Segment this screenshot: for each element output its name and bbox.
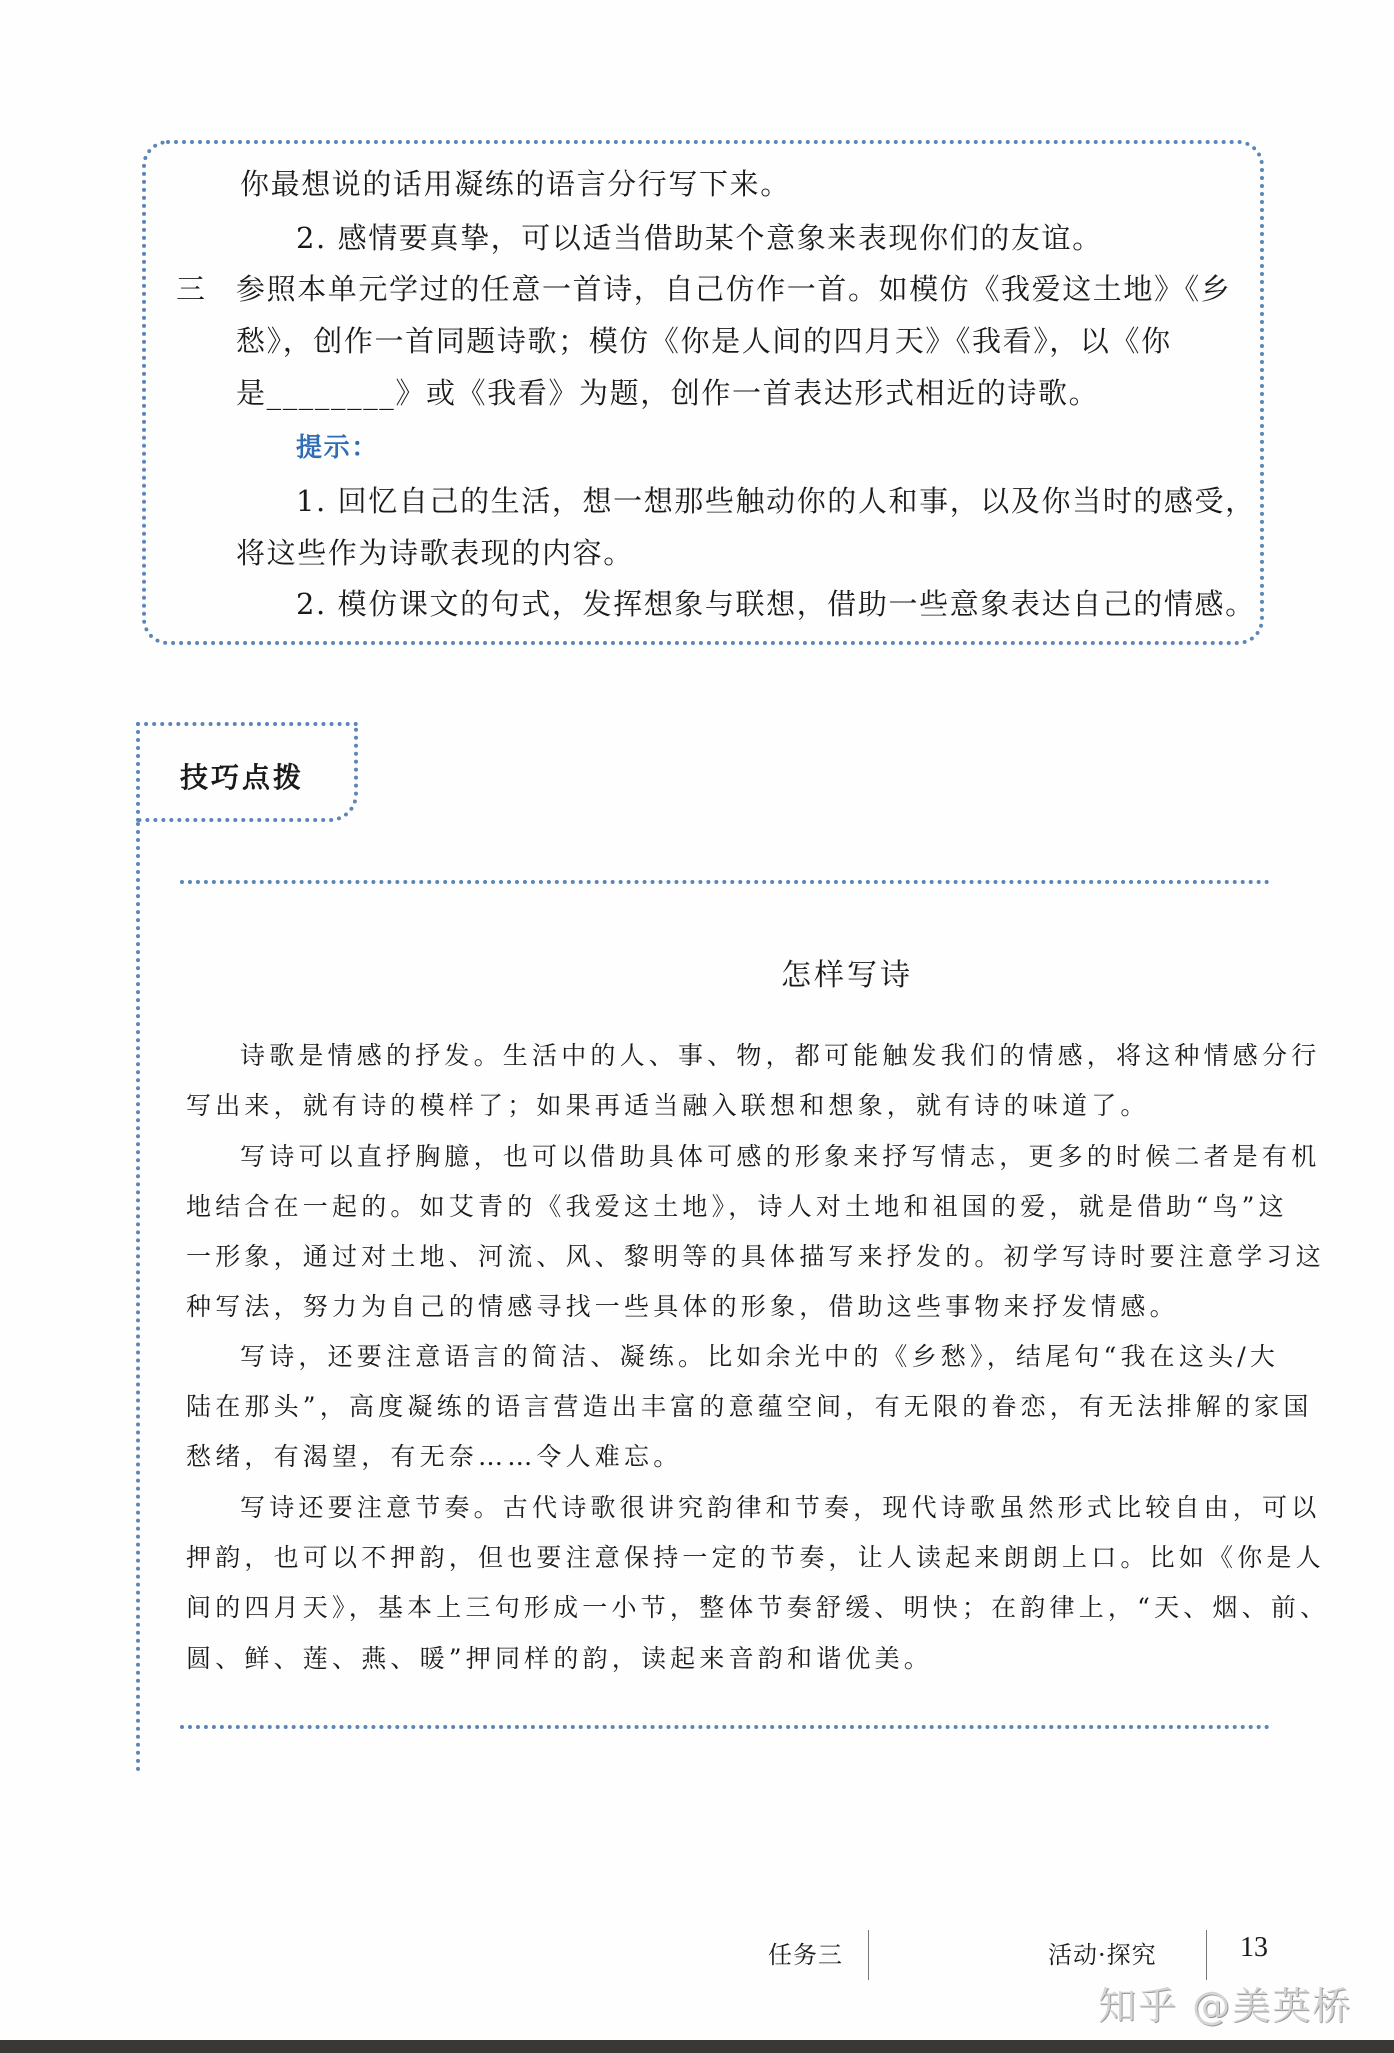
- paragraph-line: 间的四月天》，基本上三句形成一小节，整体节奏舒缓、明快；在韵律上，“天、烟、前、: [186, 1593, 1330, 1622]
- watermark: 知乎 @美英桥: [1098, 1984, 1353, 2028]
- paragraph-line: 一形象，通过对土地、河流、风、黎明等的具体描写来抒发的。初学写诗时要注意学习这: [186, 1242, 1325, 1271]
- task-line: 参照本单元学过的任意一首诗，自己仿作一首。如模仿《我爱这土地》《乡: [236, 272, 1232, 306]
- hint-line: 2. 模仿课文的句式，发挥想象与联想，借助一些意象表达自己的情感。: [296, 587, 1256, 621]
- paragraph-line: 圆、鲜、莲、燕、暖”押同样的韵，读起来音韵和谐优美。: [186, 1644, 933, 1673]
- task-line: 你最想说的话用凝练的语言分行写下来。: [240, 167, 791, 201]
- footer-section: 活动·探究: [1048, 1941, 1157, 1969]
- paragraph-line: 陆在那头”，高度凝练的语言营造出丰富的意蕴空间，有无限的眷恋，有无法排解的家国: [186, 1392, 1313, 1421]
- footer-divider: [1206, 1930, 1207, 1980]
- hint-line: 将这些作为诗歌表现的内容。: [236, 536, 634, 570]
- paragraph-line: 写诗可以直抒胸臆，也可以借助具体可感的形象来抒写情志，更多的时候二者是有机: [240, 1142, 1321, 1171]
- footer-divider: [868, 1930, 869, 1980]
- paragraph-line: 愁绪，有渴望，有无奈……令人难忘。: [186, 1442, 683, 1471]
- article-title: 怎样写诗: [781, 958, 913, 993]
- task-line: 愁》，创作一首同题诗歌；模仿《你是人间的四月天》《我看》，以《你: [236, 324, 1172, 358]
- skill-label-box: [136, 722, 358, 822]
- paragraph-line: 诗歌是情感的抒发。生活中的人、事、物，都可能触发我们的情感，将这种情感分行: [240, 1041, 1321, 1070]
- paragraph-line: 地结合在一起的。如艾青的《我爱这土地》，诗人对土地和祖国的爱，就是借助“鸟”这: [186, 1192, 1288, 1221]
- paragraph-line: 写出来，就有诗的模样了；如果再适当融入联想和想象，就有诗的味道了。: [186, 1091, 1150, 1120]
- footer-task: 任务三: [768, 1941, 843, 1969]
- bottom-dotted-rule: [180, 1725, 1270, 1729]
- top-dotted-rule: [180, 880, 1270, 884]
- paragraph-line: 押韵，也可以不押韵，但也要注意保持一定的节奏，让人读起来朗朗上口。比如《你是人: [186, 1543, 1325, 1572]
- section-heading: 技巧点拨: [180, 761, 305, 794]
- page-number: 13: [1240, 1932, 1268, 1963]
- paragraph-line: 写诗还要注意节奏。古代诗歌很讲究韵律和节奏，现代诗歌虽然形式比较自由，可以: [240, 1493, 1321, 1522]
- scan-edge: [0, 2040, 1394, 2053]
- item-number: 三: [176, 272, 207, 306]
- paragraph-line: 写诗，还要注意语言的简洁、凝练。比如余光中的《乡愁》，结尾句“我在这头/大: [240, 1342, 1280, 1371]
- paragraph-line: 种写法，努力为自己的情感寻找一些具体的形象，借助这些事物来抒发情感。: [186, 1292, 1179, 1321]
- hint-line: 1. 回忆自己的生活，想一想那些触动你的人和事，以及你当时的感受，: [296, 484, 1256, 518]
- task-line: 是________》或《我看》为题，创作一首表达形式相近的诗歌。: [236, 376, 1100, 410]
- task-line: 2. 感情要真挚，可以适当借助某个意象来表现你们的友谊。: [296, 221, 1103, 255]
- hint-label: 提示：: [296, 433, 379, 463]
